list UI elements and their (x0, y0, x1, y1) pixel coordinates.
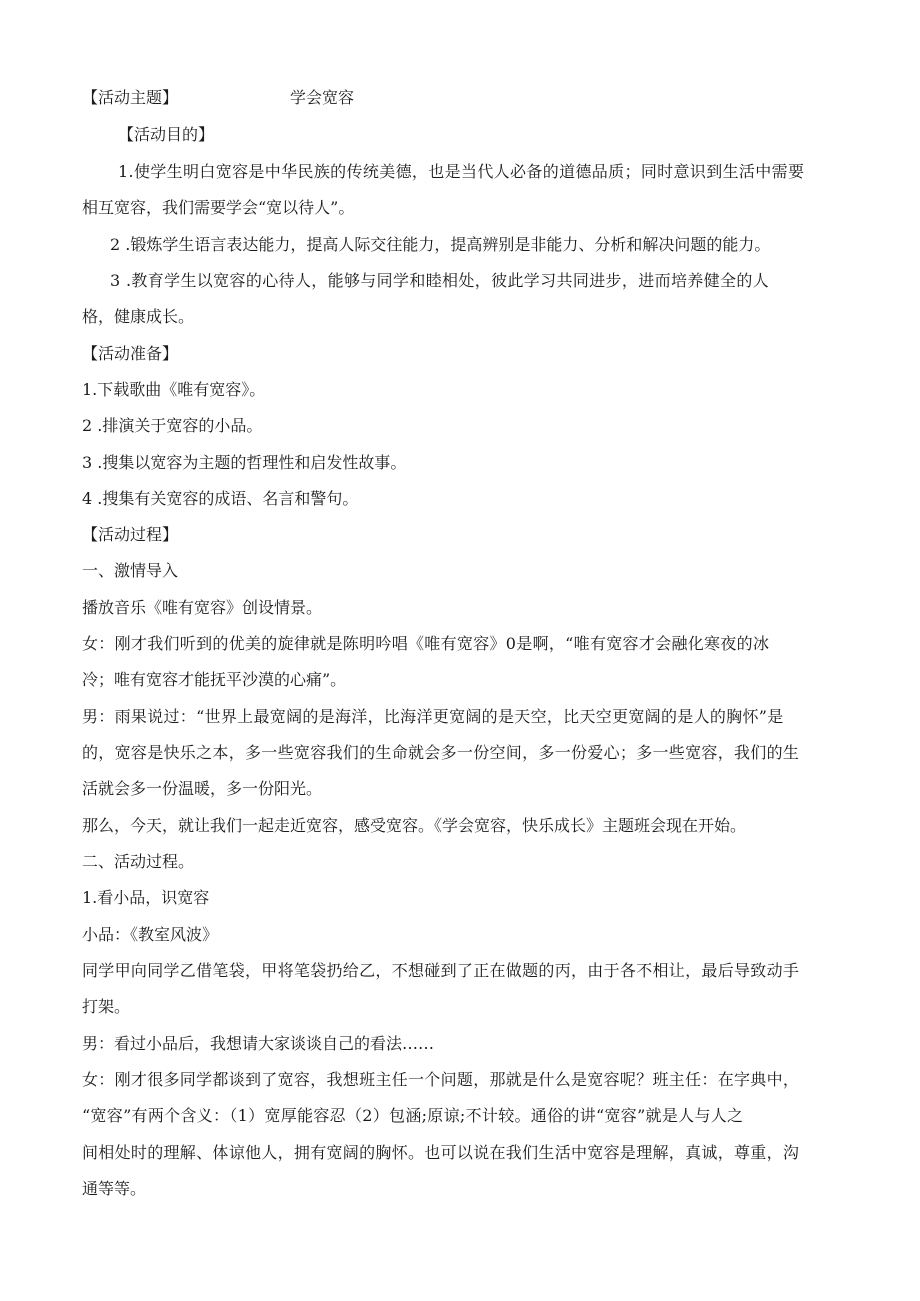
music-line: 播放音乐《唯有宽容》创设情景。 (82, 598, 323, 617)
purpose-item-1-line-1: 1.使学生明白宽容是中华民族的传统美德，也是当代人必备的道德品质；同时意识到生活中需要 (118, 162, 805, 181)
female-speech-1-line-1: 女：刚才我们听到的优美的旋律就是陈明吟唱《唯有宽容》0是啊，“唯有宽容才会融化寒夜的冰 (82, 634, 770, 653)
purpose-item-3-line-1: 3 .教育学生以宽容的心待人，能够与同学和睦相处，彼此学习共同进步，进而培养健全的人 (110, 271, 770, 290)
female-speech-2-line-1: 女：刚才很多同学都谈到了宽容，我想班主任一个问题，那就是什么是宽容呢？班主任：在字典中， (82, 1070, 800, 1089)
preparation-item-3: 3 .搜集以宽容为主题的哲理性和启发性故事。 (82, 453, 407, 472)
purpose-item-2: 2 .锻炼学生语言表达能力，提高人际交往能力，提高辨别是非能力、分析和解决问题的能力。 (110, 235, 771, 254)
female-speech-1-line-2: 冷；唯有宽容才能抚平沙漠的心痛”。 (82, 670, 347, 689)
female-speech-2-line-3: 间相处时的理解、体谅他人，拥有宽阔的胸怀。也可以说在我们生活中宽容是理解，真诚，尊重，沟 (82, 1143, 800, 1162)
male-speech-1-line-2: 的，宽容是快乐之本，多一些宽容我们的生命就会多一份空间，多一份爱心；多一些宽容，我们的生 (82, 743, 800, 762)
male-speech-1-line-3: 活就会多一份温暖，多一份阳光。 (82, 779, 323, 798)
activity-theme-line (82, 88, 354, 108)
preparation-heading: 【活动准备】 (82, 344, 179, 363)
preparation-item-1: 1.下载歌曲《唯有宽容》。 (82, 380, 266, 399)
theme-label: 【活动主题】 (82, 88, 179, 107)
male-speech-2: 男：看过小品后，我想请大家谈谈自己的看法…… (82, 1034, 435, 1053)
male-speech-1-line-1: 男：雨果说过：“世界上最宽阔的是海洋，比海洋更宽阔的是天空，比天空更宽阔的是人的胸怀”是 (82, 707, 784, 726)
skit-title: 小品：《教室风波》 (82, 925, 219, 944)
purpose-item-3-line-2: 格，健康成长。 (82, 307, 195, 326)
preparation-item-2: 2 .排演关于宽容的小品。 (82, 416, 263, 435)
skit-description-line-2: 打架。 (82, 997, 131, 1016)
purpose-heading: 【活动目的】 (118, 125, 215, 144)
section-1-title: 一、激情导入 (82, 561, 179, 580)
opening-line: 那么，今天，就让我们一起走近宽容，感受宽容。《学会宽容，快乐成长》主题班会现在开始。 (82, 816, 747, 835)
subsection-1-title: 1.看小品，识宽容 (82, 888, 210, 907)
skit-description-line-1: 同学甲向同学乙借笔袋，甲将笔袋扔给乙，不想碰到了正在做题的丙，由于各不相让，最后导致动手 (82, 961, 800, 980)
process-heading: 【活动过程】 (82, 525, 179, 544)
theme-value: 学会宽容 (290, 88, 355, 107)
female-speech-2-line-2: “宽容”有两个含义：（1）宽厚能容忍（2）包涵;原谅;不计较。通俗的讲“宽容”就是人与人之 (82, 1106, 744, 1125)
female-speech-2-line-4: 通等等。 (82, 1179, 147, 1198)
purpose-item-1-line-2: 相互宽容，我们需要学会“宽以待人”。 (82, 198, 355, 217)
section-2-title: 二、活动过程。 (82, 852, 195, 871)
preparation-item-4: 4 .搜集有关宽容的成语、名言和警句。 (82, 489, 359, 508)
